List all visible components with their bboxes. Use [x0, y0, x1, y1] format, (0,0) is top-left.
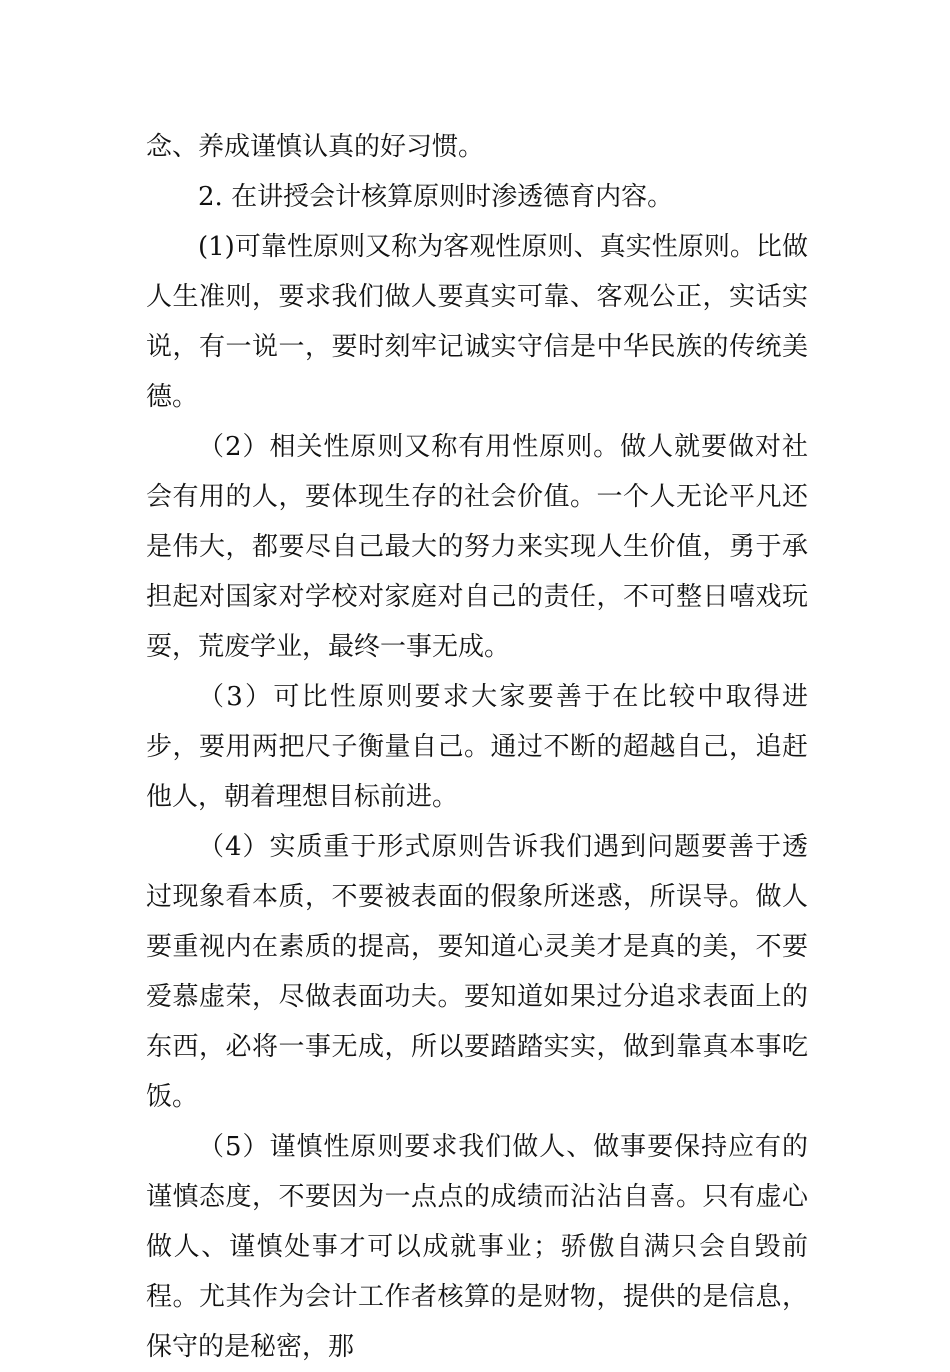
- paragraph-principle-2: （2）相关性原则又称有用性原则。做人就要做对社会有用的人，要体现生存的社会价值。一个人无论平凡还是伟大，都要尽自己最大的努力来实现人生价值，勇于承担起对国家对学校对家庭对自己的责任，不可整日嘻戏玩耍，荒废学业，最终一事无成。: [146, 432, 808, 662]
- paragraph-section-2: 2. 在讲授会计核算原则时渗透德育内容。: [198, 182, 674, 212]
- body-text: [146, 122, 808, 1372]
- paragraph-continuation: 念、养成谨慎认真的好习惯。: [146, 132, 485, 162]
- paragraph-principle-1: (1)可靠性原则又称为客观性原则、真实性原则。比做人生准则，要求我们做人要真实可靠、客观公正，实话实说，有一说一，要时刻牢记诚实守信是中华民族的传统美德。: [146, 232, 808, 412]
- paragraph-principle-4: （4）实质重于形式原则告诉我们遇到问题要善于透过现象看本质，不要被表面的假象所迷惑，所误导。做人要重视内在素质的提高，要知道心灵美才是真的美，不要爱慕虚荣，尽做表面功夫。要知道如果过分追求表面上的东西，必将一事无成，所以要踏踏实实，做到靠真本事吃饭。: [146, 832, 808, 1112]
- paragraph-principle-3: （3）可比性原则要求大家要善于在比较中取得进步，要用两把尺子衡量自己。通过不断的超越自己，追赶他人，朝着理想目标前进。: [146, 682, 808, 812]
- paragraph-principle-5: （5）谨慎性原则要求我们做人、做事要保持应有的谨慎态度，不要因为一点点的成绩而沾沾自喜。只有虚心做人、谨慎处事才可以成就事业；骄傲自满只会自毁前程。尤其作为会计工作者核算的是财物，提供的是信息，保守的是秘密，那: [146, 1132, 808, 1362]
